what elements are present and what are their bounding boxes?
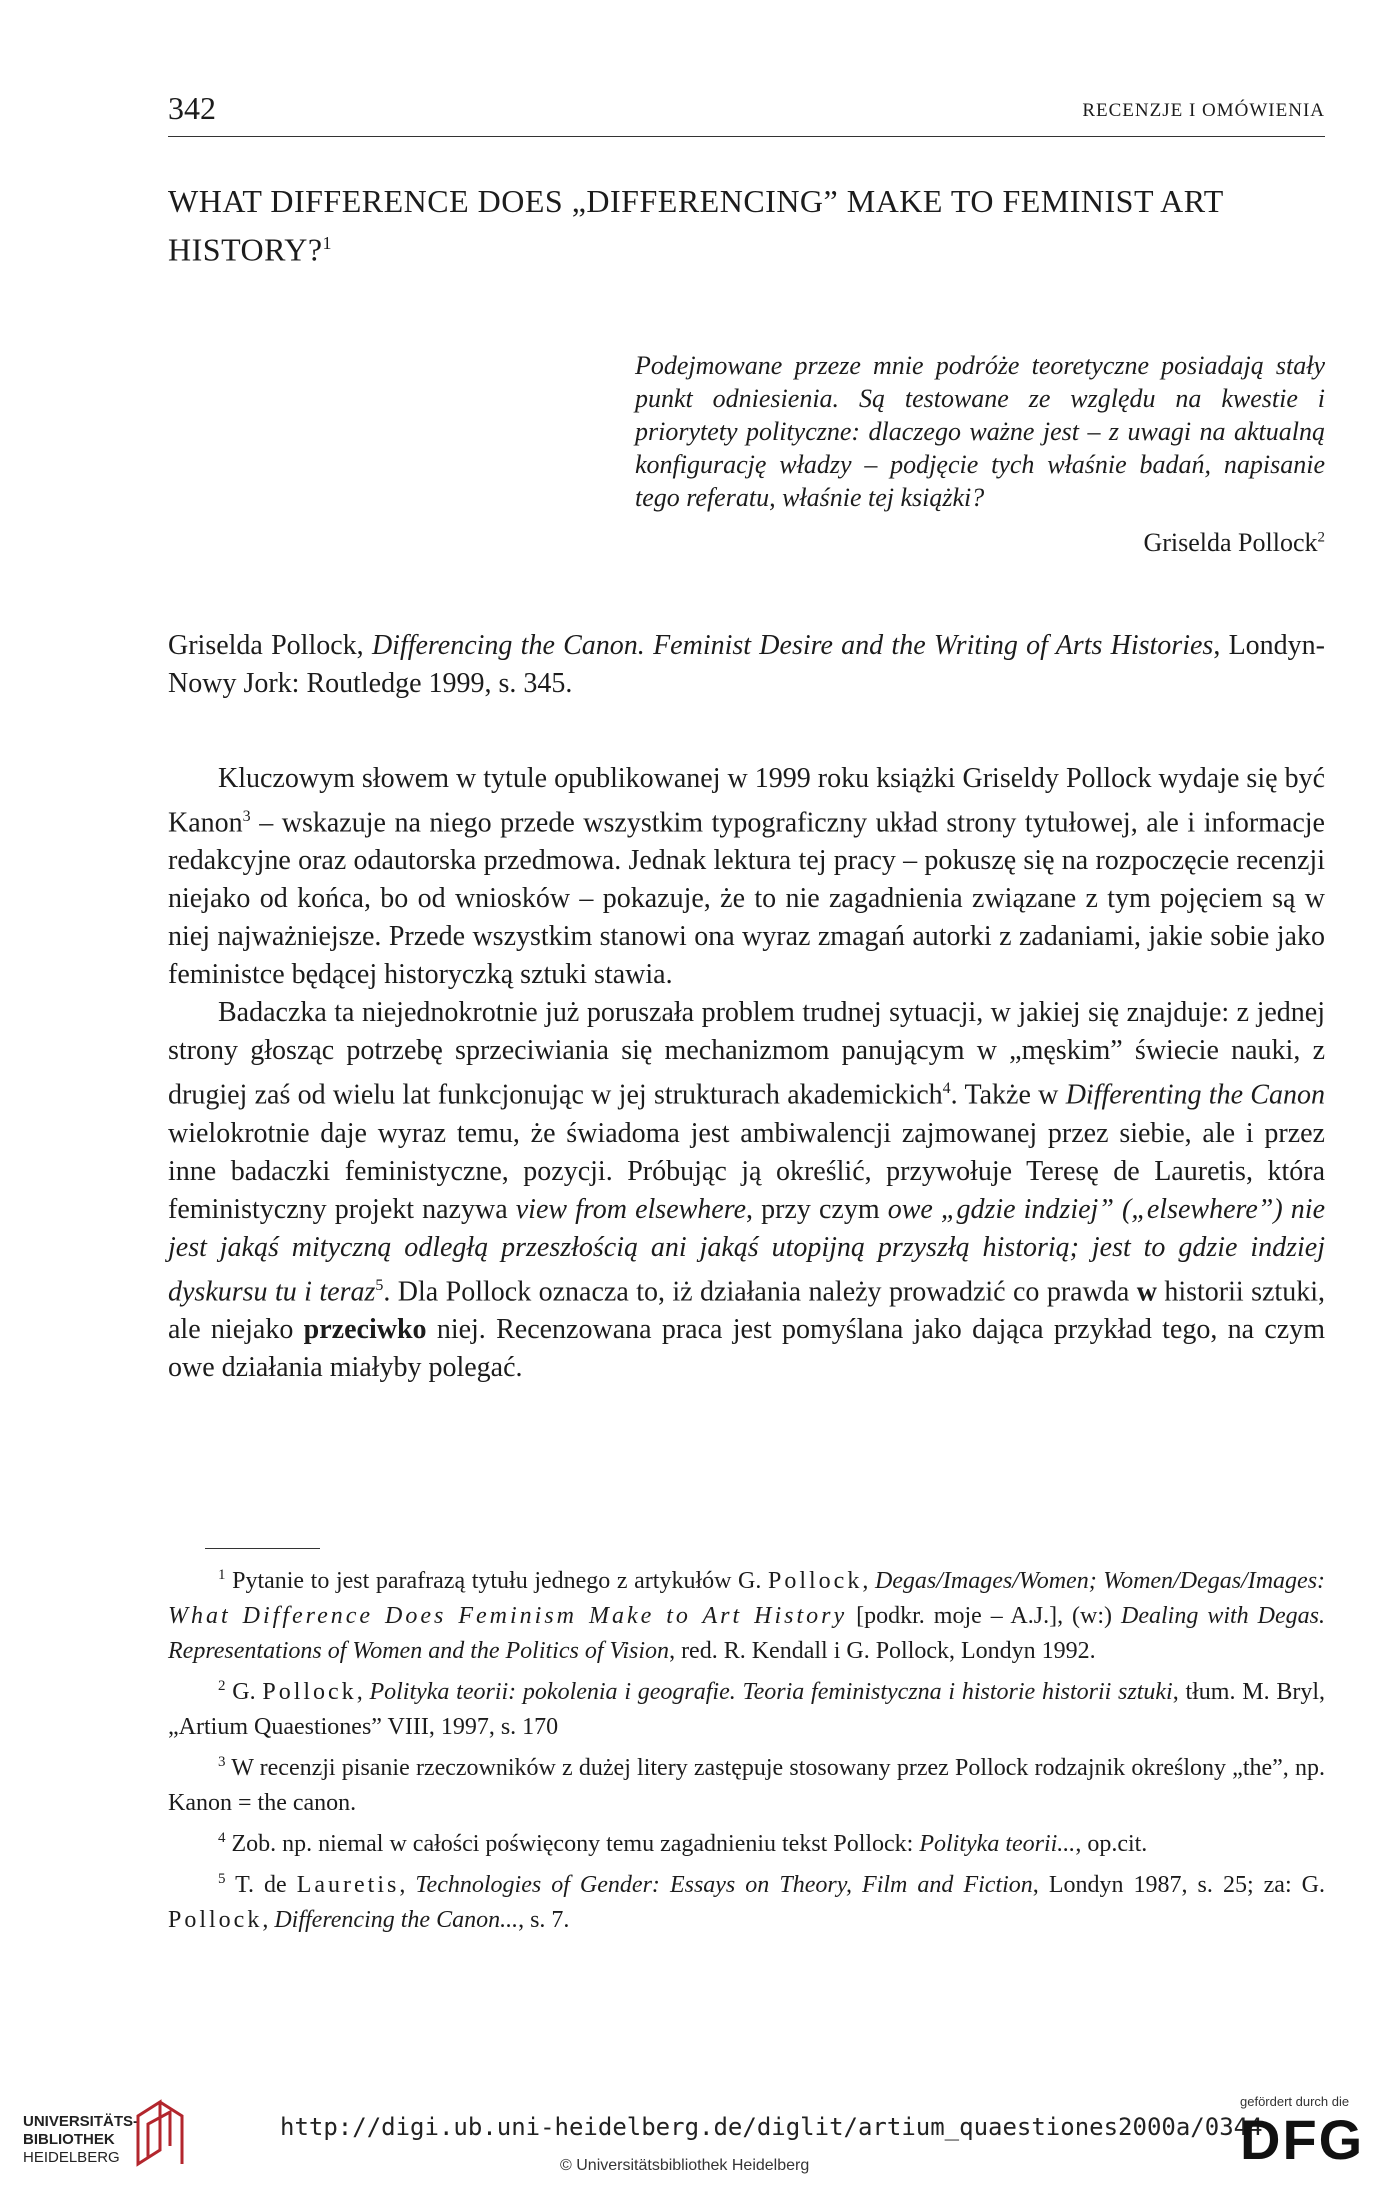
fn1-text-c: [podkr. moje – A.J.], (w:) xyxy=(847,1603,1122,1629)
footnote-rule xyxy=(205,1548,320,1549)
p2-italic-phrase: view from elsewhere xyxy=(515,1193,747,1225)
note-ref-4[interactable]: 4 xyxy=(942,1080,951,1098)
p2-italic-title: Differenting the Canon xyxy=(1065,1079,1325,1111)
fn2-text-a: G. xyxy=(225,1679,263,1705)
title-note-ref[interactable]: 1 xyxy=(322,233,333,253)
paragraph-2 xyxy=(168,994,1325,1387)
p2-text-c: wielokrotnie daje wyraz temu, że świadoma jest ambiwalencji zajmowanej przez siebie, ale i przez inne badaczki feministyczne, pozycji. Próbując ją określić, przywołuje Teresę de Lauretis, która feministyczny projekt nazywa xyxy=(168,1117,1325,1225)
p2-bold-przeciwko: przeciwko xyxy=(303,1313,427,1345)
fn2-text-c: , tłum. M. Bryl, „Artium Quaestiones” VIII, 1997, s. 170 xyxy=(168,1679,1325,1740)
citation-publisher: , Londyn-Nowy Jork: Routledge 1999, s. 345. xyxy=(168,630,1325,699)
p2-text-b: . Także w xyxy=(950,1079,1066,1111)
fn5-author-2: Pollock xyxy=(168,1907,263,1933)
footnote-2 xyxy=(168,1669,1325,1745)
footnote-1 xyxy=(168,1558,1325,1669)
fn5-italic-b: Differencing the Canon... xyxy=(274,1907,519,1933)
footnote-4 xyxy=(168,1821,1325,1862)
fn5-text-b: , xyxy=(399,1872,416,1898)
fn5-text-e: , s. 7. xyxy=(518,1907,570,1933)
fn5-italic-a: Technologies of Gender: Essays on Theory, Film and Fiction xyxy=(415,1872,1033,1898)
review-body xyxy=(168,760,1325,1387)
footnote-number: 1 xyxy=(218,1567,226,1583)
fn4-text-b: , op.cit. xyxy=(1075,1831,1148,1857)
p2-italic-quote: owe „gdzie indziej” („elsewhere”) nie jest jakąś mityczną odległą przeszłością ani jakąś utopijną przyszłą historią; jest to gdzie indziej dyskursu tu i teraz xyxy=(168,1193,1326,1307)
fn2-italic: Polityka teorii: pokolenia i geografie. Teoria feministyczna i historie historii sztuki xyxy=(369,1679,1173,1705)
reviewed-book-citation xyxy=(168,627,1325,703)
fn1-text-d: , red. R. Kendall i G. Pollock, Londyn 1992. xyxy=(669,1638,1096,1664)
p1-text-b: – wskazuje na niego przede wszystkim typograficzny układ strony tytułowej, ale i informacje redakcyjne oraz odautorska przedmowa. Jednak lektura tej pracy – pokuszę się na rozpoczęcie recenzji niejako od końca, bo od wniosków – pokazuje, że to nie zagadnienia związane z tym pojęciem są w niej najważniejsze. Przede wszystkim stanowi ona wyraz zmagań autorki z zadaniami, jakie sobie jako feministce będącej historyczką sztuki stawia. xyxy=(168,807,1325,991)
fn1-spaced-title: What Difference Does Feminism Make to Art History xyxy=(168,1603,848,1629)
footnotes xyxy=(168,1558,1325,1938)
p2-bold-w: w xyxy=(1136,1275,1157,1307)
library-line-1: UNIVERSITÄTS- xyxy=(23,2113,139,2130)
fn5-text-a: T. de xyxy=(225,1872,297,1898)
fn2-author: Pollock xyxy=(262,1679,357,1705)
p2-text-f: historii sztuki, ale niejako xyxy=(168,1275,1325,1345)
citation-author: Griselda Pollock, xyxy=(168,630,372,661)
library-name xyxy=(23,2113,138,2167)
fn2-text-b: , xyxy=(356,1679,370,1705)
ub-heidelberg-logo-icon xyxy=(130,2094,192,2179)
fn3-text: W recenzji pisanie rzeczowników z dużej litery zastępuje stosowany przez Pollock rodzajnik określony „the”, np. Kanon = the canon. xyxy=(168,1755,1325,1816)
footnote-number: 5 xyxy=(218,1871,226,1887)
header-rule xyxy=(168,136,1325,137)
fn5-text-d: , xyxy=(262,1907,275,1933)
fn1-text-b: , xyxy=(862,1568,875,1594)
note-ref-5[interactable]: 5 xyxy=(375,1276,384,1294)
fn4-italic: Polityka teorii... xyxy=(919,1831,1076,1857)
fn5-text-c: , Londyn 1987, s. 25; za: G. xyxy=(1032,1872,1325,1898)
library-line-2: BIBLIOTHEK xyxy=(23,2131,115,2148)
note-ref-3[interactable]: 3 xyxy=(242,808,251,825)
fn1-italic-a: Degas/Images/Women; Women/Degas/Images: xyxy=(874,1568,1326,1594)
footnote-number: 4 xyxy=(218,1830,226,1846)
library-line-3: HEIDELBERG xyxy=(23,2149,120,2166)
p2-text-d: , przy czym xyxy=(746,1193,888,1225)
funding-label: gefördert durch die xyxy=(1240,2094,1350,2109)
title-text: WHAT DIFFERENCE DOES „DIFFERENCING” MAKE TO FEMINIST ART HISTORY? xyxy=(168,183,1224,268)
p2-text-g: niej. Recenzowana praca jest pomyślana jako dająca przykład tego, na czym owe działania miałyby polegać. xyxy=(168,1313,1325,1383)
footnote-3 xyxy=(168,1745,1325,1821)
p2-text-e: . Dla Pollock oznacza to, iż działania należy prowadzić co prawda xyxy=(383,1275,1137,1307)
p1-text-a: Kluczowym słowem w tytule opublikowanej w 1999 roku książki Griseldy Pollock wydaje się być Kanon xyxy=(168,763,1325,839)
footnote-number: 3 xyxy=(218,1754,226,1770)
epigraph-author-name: Griselda Pollock xyxy=(1143,528,1318,557)
page-number: 342 xyxy=(168,90,216,126)
running-head: RECENZJE I OMÓWIENIA xyxy=(1082,100,1325,121)
fn1-italic-b: Dealing with Degas. Representations of Women and the Politics of Vision xyxy=(168,1603,1325,1664)
fn1-text-a: Pytanie to jest parafrazą tytułu jednego z artykułów G. xyxy=(225,1568,768,1594)
fn5-author: Lauretis xyxy=(296,1872,400,1898)
epigraph-author xyxy=(1143,528,1325,558)
paragraph-1 xyxy=(168,760,1325,994)
permalink[interactable]: http://digi.ub.uni-heidelberg.de/diglit/artium_quaestiones2000a/0344 xyxy=(280,2113,1263,2141)
article-title xyxy=(168,180,1325,271)
footnote-5 xyxy=(168,1862,1325,1938)
fn1-author: Pollock xyxy=(767,1568,863,1594)
epigraph: Podejmowane przeze mnie podróże teoretyczne posiadają stały punkt odniesienia. Są testowane ze względu na kwestie i priorytety polityczne: dlaczego ważne jest – z uwagi na aktualną konfigurację władzy – podjęcie tych właśnie badań, napisanie tego referatu, właśnie tej książki? xyxy=(635,351,1325,512)
copyright-notice: © Universitätsbibliothek Heidelberg xyxy=(560,2157,810,2174)
epigraph-note-ref[interactable]: 2 xyxy=(1317,529,1325,546)
dfg-logo: DFG xyxy=(1240,2108,1365,2171)
fn4-text-a: Zob. np. niemal w całości poświęcony temu zagadnieniu tekst Pollock: xyxy=(225,1831,920,1857)
p2-text-a: Badaczka ta niejednokrotnie już poruszała problem trudnej sytuacji, w jakiej się znajduje: z jednej strony głosząc potrzebę sprzeciwiania się mechanizmom panującym w „męskim” świecie nauki, z drugiej zaś od wielu lat funkcjonując w jej strukturach akademickich xyxy=(168,997,1325,1111)
citation-title: Differencing the Canon. Feminist Desire and the Writing of Arts Histories xyxy=(371,630,1214,661)
footnote-number: 2 xyxy=(218,1678,226,1694)
